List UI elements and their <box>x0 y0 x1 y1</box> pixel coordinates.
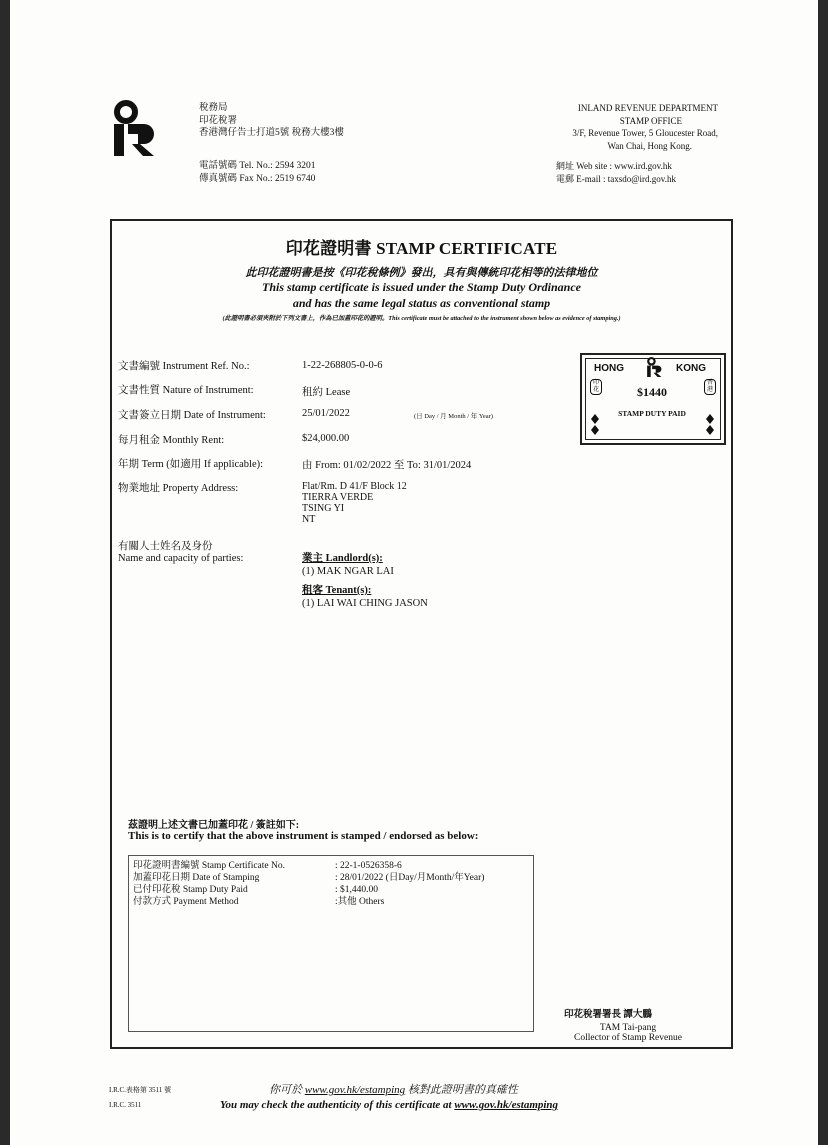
date-label: 文書簽立日期 Date of Instrument: <box>118 410 266 421</box>
details-values <box>335 860 484 908</box>
stamp-hong: HONG <box>594 363 624 374</box>
date-format-hint: (日 Day / 月 Month / 年 Year) <box>414 413 493 420</box>
landlord-label: 業主 Landlord(s): <box>302 553 383 564</box>
dept-zh-line: 稅務局 <box>199 103 228 113</box>
signatory-title-zh: 印花稅署署長 譚大鵬 <box>564 1010 652 1020</box>
email-link[interactable]: 電郵 E-mail : taxsdo@ird.gov.hk <box>556 173 676 184</box>
stamp-caption: STAMP DUTY PAID <box>618 409 686 418</box>
signatory-title-en: Collector of Stamp Revenue <box>574 1033 682 1043</box>
fax-number: 傳真號碼 Fax No.: 2519 6740 <box>199 173 316 184</box>
stamp-ird-logo <box>643 357 667 377</box>
stamp-side-right: 香港 <box>704 379 716 395</box>
estamping-link-zh[interactable]: www.gov.hk/estamping <box>304 1084 406 1096</box>
form-number-zh: I.R.C.表格第 3511 號 <box>109 1086 172 1094</box>
detail-label: 已付印花稅 Stamp Duty Paid <box>133 885 248 895</box>
form-number-en: I.R.C. 3511 <box>109 1101 142 1109</box>
certificate-page <box>10 0 818 1145</box>
rent-value: $24,000.00 <box>302 433 350 444</box>
address-line: Flat/Rm. D 41/F Block 12 <box>302 481 407 492</box>
signatory-name: TAM Tai-pang <box>599 1023 657 1033</box>
nature-value: 租約 Lease <box>302 387 351 398</box>
stamp-amount: $1440 <box>637 385 667 399</box>
ref-label: 文書編號 Instrument Ref. No.: <box>118 361 250 372</box>
online-contacts <box>556 160 676 185</box>
verify-en-pre: You may check the authenticity of this certificate at <box>220 1099 455 1111</box>
department-english <box>572 102 718 152</box>
tel-number: 電話號碼 Tel. No.: 2594 3201 <box>199 161 316 171</box>
certificate-box <box>110 219 733 1049</box>
stamp-ornament-left <box>590 413 600 437</box>
details-labels <box>133 860 285 908</box>
signatory-block <box>568 1023 688 1043</box>
parties-label <box>118 541 243 565</box>
tenant-label: 租客 Tenant(s): <box>302 585 372 596</box>
landlord-name: (1) MAK NGAR LAI <box>302 566 394 577</box>
tenant-name: (1) LAI WAI CHING JASON <box>302 598 428 609</box>
parties-label-zh: 有關人士姓名及身份 <box>118 541 213 552</box>
stamp-side-left: 印花 <box>590 379 602 395</box>
certificate-title: 印花證明書 STAMP CERTIFICATE <box>285 239 558 258</box>
property-address <box>302 481 407 525</box>
address-en-2: Wan Chai, Hong Kong. <box>607 140 692 151</box>
stamp-duty-seal <box>580 353 726 445</box>
subtitle-english-1: This stamp certificate is issued under the Stamp Duty Ordinance <box>261 280 582 294</box>
detail-value: : 28/01/2022 (日Day/月Month/年Year) <box>335 873 485 883</box>
dept-en: INLAND REVENUE DEPARTMENT <box>577 103 718 113</box>
website-link[interactable]: 網址 Web site : www.ird.gov.hk <box>556 161 672 171</box>
dept-zh-line: 香港灣仔告士打道5號 稅務大樓3樓 <box>199 128 344 138</box>
address-line: TSING YI <box>302 503 345 514</box>
detail-label: 付款方式 Payment Method <box>133 897 239 907</box>
subtitle-english-2: and has the same legal status as conventional stamp <box>292 296 551 310</box>
stamp-details-box <box>128 855 534 1032</box>
address-label: 物業地址 Property Address: <box>118 483 239 494</box>
verify-zh-post: 核對此證明書的真確性 <box>405 1084 518 1096</box>
dept-zh-line: 印花稅署 <box>199 115 238 126</box>
ref-value: 1-22-268805-0-0-6 <box>302 360 383 371</box>
contact-numbers <box>199 160 316 185</box>
department-chinese <box>199 102 344 140</box>
verify-line-zh <box>269 1081 518 1097</box>
detail-value: : $1,440.00 <box>335 885 379 895</box>
term-value: 由 From: 01/02/2022 至 To: 31/01/2024 <box>302 460 472 471</box>
subtitle-chinese: 此印花證明書是按《印花稅條例》發出，具有與傳統印花相等的法律地位 <box>245 267 598 279</box>
date-value: 25/01/2022 <box>302 408 350 419</box>
stamp-ornament-right <box>705 413 715 437</box>
parties-label-en: Name and capacity of parties: <box>118 553 244 564</box>
detail-value: : 22-1-0526358-6 <box>335 861 402 871</box>
verify-line-en <box>220 1099 558 1111</box>
nature-label: 文書性質 Nature of Instrument: <box>118 385 254 396</box>
stamp-kong: KONG <box>676 363 706 374</box>
address-en-1: 3/F, Revenue Tower, 5 Gloucester Road, <box>572 128 718 138</box>
detail-label: 印花證明書編號 Stamp Certificate No. <box>133 861 285 871</box>
form-number <box>109 1083 171 1113</box>
rent-label: 每月租金 Monthly Rent: <box>118 435 225 446</box>
ird-logo <box>114 100 158 156</box>
estamping-link-en[interactable]: www.gov.hk/estamping <box>454 1099 559 1111</box>
detail-label: 加蓋印花日期 Date of Stamping <box>133 873 260 883</box>
certify-english: This is to certify that the above instrument is stamped / endorsed as below: <box>128 830 479 842</box>
certify-chinese: 茲證明上述文書已加蓋印花 / 簽註如下: <box>128 820 300 831</box>
verify-zh-pre: 你可於 <box>269 1084 305 1096</box>
office-en: STAMP OFFICE <box>619 115 682 126</box>
detail-value: :其他 Others <box>335 897 385 907</box>
address-line: NT <box>302 514 316 525</box>
attachment-note: (此證明書必須夾附於下列文書上，作為已加蓋印花的證明。This certificate must be attached to the instrument shown below as evidence of stamping.) <box>222 315 621 322</box>
address-line: TIERRA VERDE <box>302 492 374 503</box>
term-label: 年期 Term (如適用 If applicable): <box>118 459 264 470</box>
